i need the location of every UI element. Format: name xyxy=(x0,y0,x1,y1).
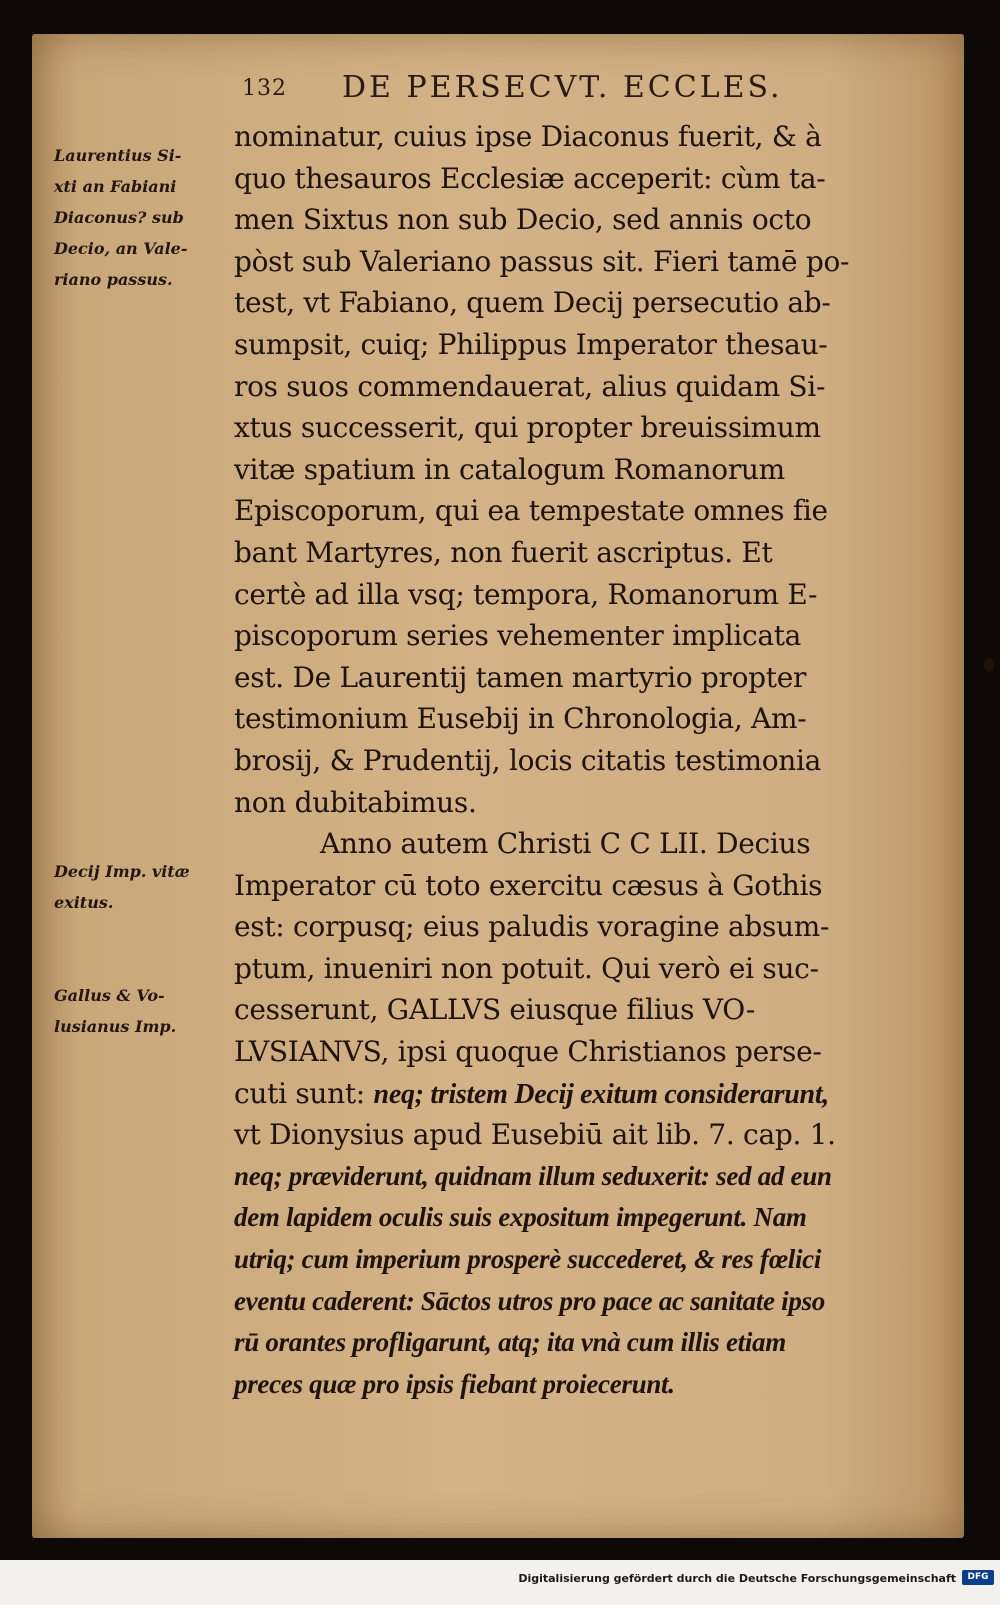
paragraph-start-line: Anno autem Christi C C LII. Decius xyxy=(320,827,811,861)
quote-line: rū orantes profligarunt, atq; ita vnà cum illis etiam xyxy=(234,1327,786,1358)
funding-credit: Digitalisierung gefördert durch die Deutsche Forschungsgemeinschaft xyxy=(518,1572,956,1585)
text-line: cesserunt, GALLVS eiusque filius VO- xyxy=(234,993,756,1027)
margin-note-line: Decio, an Vale- xyxy=(54,239,188,258)
margin-note-line: Laurentius Si- xyxy=(54,146,182,165)
text-line: LVSIANVS, ipsi quoque Christianos perse- xyxy=(234,1035,822,1069)
text-line: est: corpusq; eius paludis voragine absum- xyxy=(234,910,830,944)
text-line: pòst sub Valeriano passus sit. Fieri tamē po- xyxy=(234,244,850,278)
text-line: bant Martyres, non fuerit ascriptus. Et xyxy=(234,535,773,569)
quote-line: utriq; cum imperium prosperè succederet, & res fœlici xyxy=(234,1244,822,1275)
text-line: brosij, & Prudentij, locis citatis testimonia xyxy=(234,743,822,777)
quote-line: preces quæ pro ipsis fiebant proiecerunt. xyxy=(234,1368,675,1399)
text-line: ptum, inueniri non potuit. Qui verò ei suc- xyxy=(234,951,819,985)
margin-note-line: Decij Imp. vitæ xyxy=(54,862,190,881)
quote-line: neq; præviderunt, quidnam illum seduxerit: sed ad eun xyxy=(234,1160,832,1191)
quote-line: eventu caderent: Sāctos utros pro pace ac sanitate ipso xyxy=(234,1285,825,1316)
margin-note-line: exitus. xyxy=(54,893,114,912)
margin-note-laurentius xyxy=(54,140,232,295)
running-head: DE PERSECVT. ECCLES. xyxy=(342,70,783,105)
footer-bar xyxy=(0,1560,1000,1605)
text-line: Episcoporum, qui ea tempestate omnes fie xyxy=(234,494,828,528)
margin-note-line: Gallus & Vo- xyxy=(54,986,165,1005)
margin-note-line: xti an Fabiani xyxy=(54,177,177,196)
text-line: nominatur, cuius ipse Diaconus fuerit, & à xyxy=(234,120,822,153)
margin-note-line: Diaconus? sub xyxy=(54,208,184,227)
text-line: certè ad illa vsq; tempora, Romanorum E- xyxy=(234,577,818,611)
text-line: Imperator cū toto exercitu cæsus à Gothis xyxy=(234,868,823,902)
roman-segment: cuti sunt: xyxy=(234,1076,374,1110)
text-line: xtus successerit, qui propter breuissimum xyxy=(234,411,821,445)
text-line: vitæ spatium in catalogum Romanorum xyxy=(234,452,785,486)
text-line: test, vt Fabiano, quem Decij persecutio ab- xyxy=(234,286,831,320)
margin-note-line: riano passus. xyxy=(54,270,173,289)
margin-note-line: lusianus Imp. xyxy=(54,1017,177,1036)
text-line: piscoporum series vehementer implicata xyxy=(234,619,802,653)
margin-note-gallus xyxy=(54,980,232,1042)
body-text xyxy=(234,116,914,1405)
margin-note-decius xyxy=(54,856,232,918)
text-line: men Sixtus non sub Decio, sed annis octo xyxy=(234,203,812,237)
page-number: 132 xyxy=(242,76,287,101)
text-line: non dubitabimus. xyxy=(234,785,477,819)
text-line: vt Dionysius apud Eusebiū ait lib. 7. cap. 1. xyxy=(234,1118,836,1152)
text-line: est. De Laurentij tamen martyrio propter xyxy=(234,660,807,694)
dfg-logo: DFG xyxy=(962,1570,994,1585)
quote-line: dem lapidem oculis suis expositum impegerunt. Nam xyxy=(234,1202,807,1233)
page-header xyxy=(242,70,844,110)
book-page xyxy=(32,34,964,1538)
text-line: testimonium Eusebij in Chronologia, Am- xyxy=(234,702,807,736)
text-line: sumpsit, cuiq; Philippus Imperator thesau- xyxy=(234,327,828,361)
italic-quote-segment: neq; tristem Decij exitum considerarunt, xyxy=(373,1078,830,1110)
edge-ink-mark xyxy=(984,658,994,672)
mixed-text-line xyxy=(234,1073,914,1115)
text-line: quo thesauros Ecclesiæ acceperit: cùm ta- xyxy=(234,161,826,195)
text-line: ros suos commendauerat, alius quidam Si- xyxy=(234,369,826,403)
